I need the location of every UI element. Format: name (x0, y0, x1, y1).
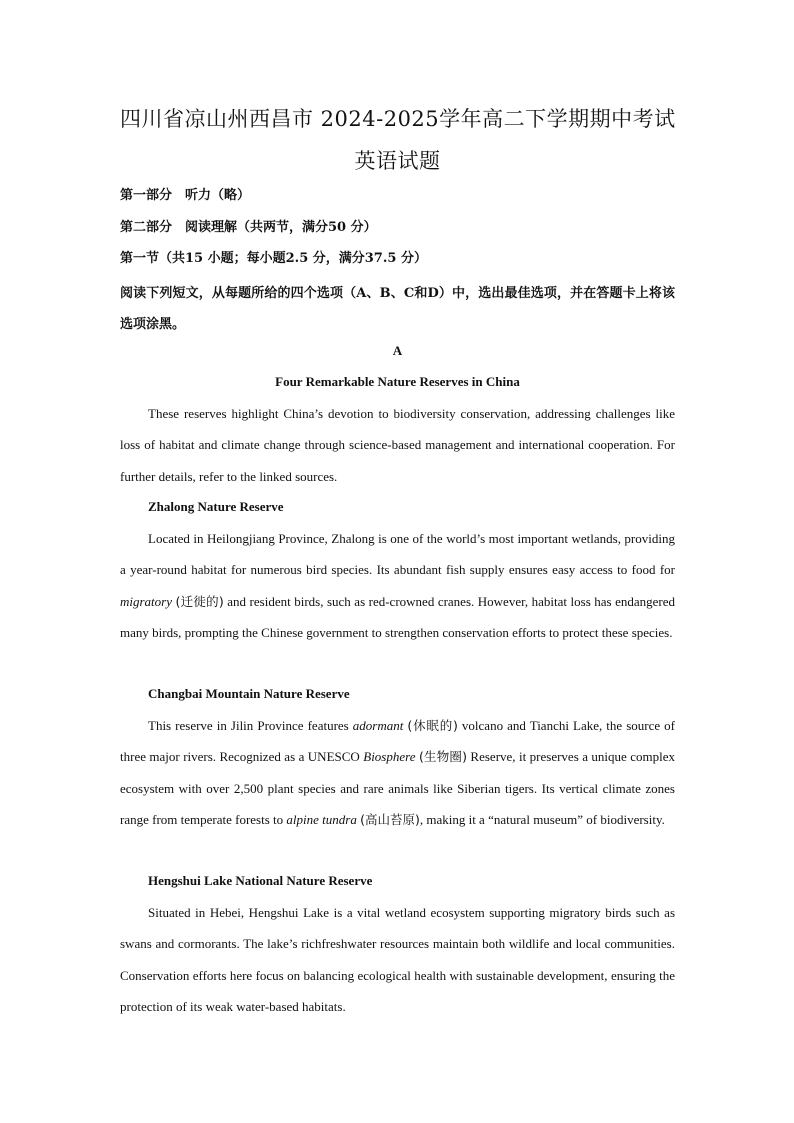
changbai-paragraph (120, 710, 675, 835)
changbai-term2: Biosphere (363, 749, 416, 765)
passage-intro: These reserves highlight China’s devotion to biodiversity conservation, addressing challenges like loss of habitat and climate change through science-based management and international cooperation. For further details, refer to the linked sources. (120, 406, 675, 484)
section1-heading: 第一节（共15 小题；每小题2.5 分，满分37.5 分） (120, 251, 427, 266)
changbai-text-c: Reserve, it preserves a unique complex ecosystem with over 2,500 plant species and rare animals like Siberian tigers. Its vertical climate zones range from temperate forests to (120, 749, 676, 827)
changbai-gloss3: (高山苔原) (360, 811, 420, 827)
part2-heading: 第二部分 阅读理解（共两节，满分50 分） (120, 220, 377, 235)
part1-heading: 第一部分 听力（略） (120, 188, 251, 203)
changbai-term3: alpine tundra (286, 811, 357, 827)
zhalong-heading: Zhalong Nature Reserve (148, 499, 284, 514)
passage-title: Four Remarkable Nature Reserves in China (275, 374, 520, 389)
changbai-heading: Changbai Mountain Nature Reserve (148, 686, 350, 701)
changbai-gloss2: (生物圈) (418, 749, 467, 765)
zhalong-text-a: Located in Heilongjiang Province, Zhalong is one of the world’s most important wetlands, providing a year-round habitat for numerous bird species. Its abundant fish supply ensures easy access to food for (120, 531, 675, 578)
changbai-text-b: volcano and Tianchi Lake, the source of three major rivers. Recognized as a UNESCO (120, 718, 676, 765)
changbai-term1: adormant (352, 718, 404, 733)
zhalong-paragraph (120, 523, 675, 648)
hengshui-heading: Hengshui Lake National Nature Reserve (148, 873, 373, 888)
zhalong-gloss: (迁徙的) (175, 593, 224, 609)
changbai-gloss1: (休眠的) (407, 718, 458, 733)
hengshui-paragraph: Situated in Hebei, Hengshui Lake is a vital wetland ecosystem supporting migratory birds such as swans and cormorants. The lake’s richfreshwater resources maintain both wildlife and local communities. Conservation efforts here focus on balancing ecological health with sustainable development, ensuring the protection of its weak water-based habitats. (120, 905, 675, 1014)
exam-subject: 英语试题 (354, 149, 441, 173)
zhalong-text-b: and resident birds, such as red-crowned cranes. However, habitat loss has endangered many birds, prompting the Chinese government to strengthen conservation efforts to protect these species. (120, 593, 675, 640)
instructions: 阅读下列短文，从每题所给的四个选项（A、B、C和D）中，选出最佳选项，并在答题卡上将该选项涂黑。 (120, 286, 675, 332)
changbai-text-a: This reserve in Jilin Province features (148, 718, 353, 733)
zhalong-term: migratory (120, 593, 172, 609)
passage-label: A (392, 343, 403, 358)
changbai-text-d: , making it a “natural museum” of biodiversity. (419, 811, 665, 827)
exam-title: 四川省凉山州西昌市 2024-2025学年高二下学期期中考试 (120, 107, 676, 131)
